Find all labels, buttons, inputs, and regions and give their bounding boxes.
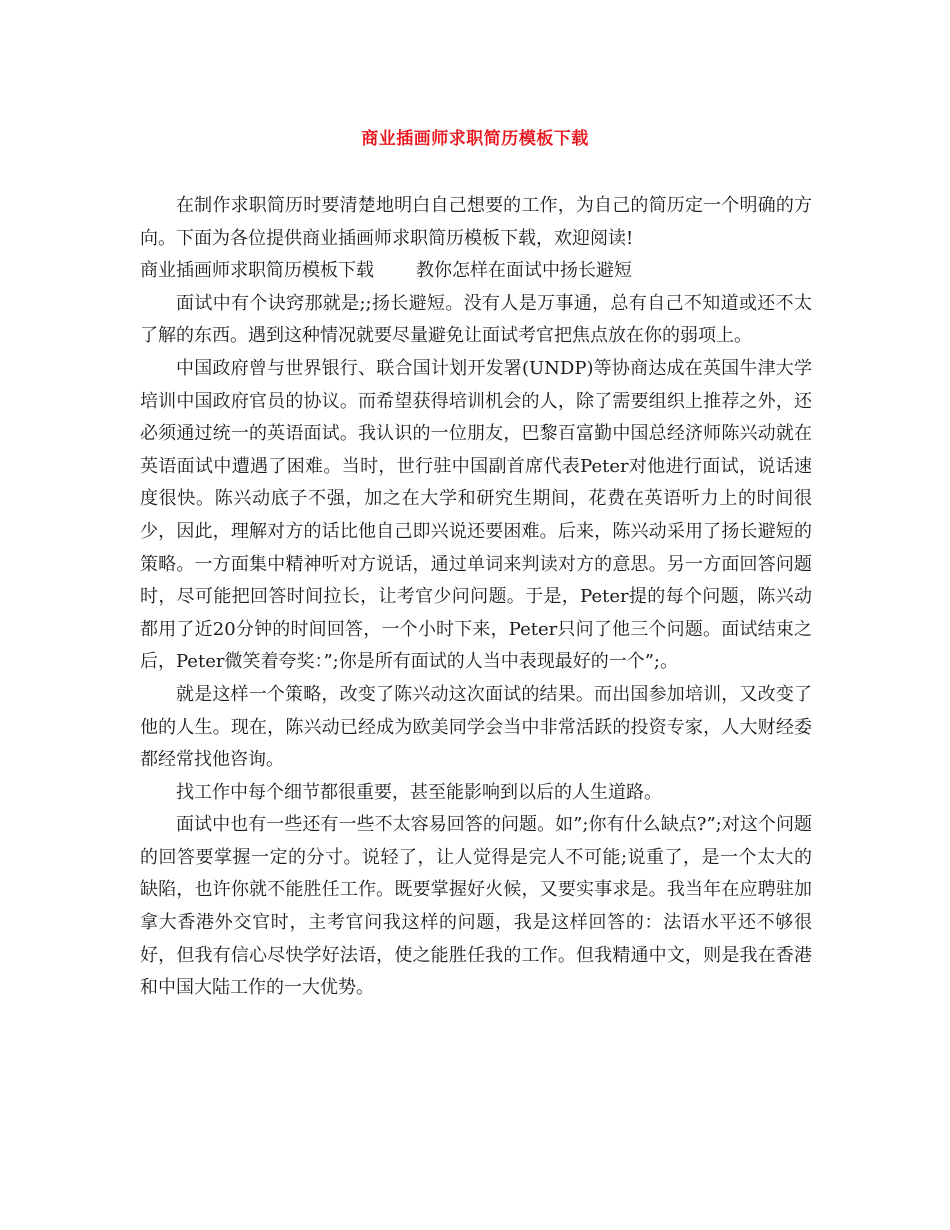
body-paragraph: 面试中也有一些还有一些不太容易回答的问题。如”;你有什么缺点?”;对这个问题的回答要掌握一定的分寸。说轻了，让人觉得是完人不可能;说重了，是一个太大的缺陷，也许你就不能胜任工作。既要掌握好火候，又要实事求是。我当年在应聘驻加拿大香港外交官时，主考官问我这样的问题，我是这样回答的：法语水平还不够很好，但我有信心尽快学好法语，使之能胜任我的工作。但我精通中文，则是我在香港和中国大陆工作的一大优势。 xyxy=(140,814,812,999)
section-subheading xyxy=(140,255,812,288)
body-paragraph: 面试中有个诀窍那就是;;扬长避短。没有人是万事通，总有自己不知道或还不太了解的东西。遇到这种情况就要尽量避免让面试考官把焦点放在你的弱项上。 xyxy=(140,292,812,347)
subheading-right: 教你怎样在面试中扬长避短 xyxy=(416,260,632,282)
document-title: 商业插画师求职简历模板下载 xyxy=(361,129,589,149)
body-paragraph: 就是这样一个策略，改变了陈兴动这次面试的结果。而出国参加培训，又改变了他的人生。现在，陈兴动已经成为欧美同学会当中非常活跃的投资专家，人大财经委都经常找他咨询。 xyxy=(140,683,812,771)
document-body xyxy=(140,190,812,1005)
subheading-left: 商业插画师求职简历模板下载 xyxy=(140,260,374,282)
body-paragraph: 找工作中每个细节都很重要，甚至能影响到以后的人生道路。 xyxy=(176,781,662,803)
body-paragraph: 中国政府曾与世界银行、联合国计划开发署(UNDP)等协商达成在英国牛津大学培训中国政府官员的协议。而希望获得培训机会的人，除了需要组织上推荐之外，还必须通过统一的英语面试。我认识的一位朋友，巴黎百富勤中国总经济师陈兴动就在英语面试中遭遇了困难。当时，世行驻中国副首席代表Peter对他进行面试，说话速度很快。陈兴动底子不强，加之在大学和研究生期间，花费在英语听力上的时间很少，因此，理解对方的话比他自己即兴说还要困难。后来，陈兴动采用了扬长避短的策略。一方面集中精神听对方说话，通过单词来判读对方的意思。另一方面回答问题时，尽可能把回答时间拉长，让考官少问问题。于是，Peter提的每个问题，陈兴动都用了近20分钟的时间回答，一个小时下来，Peter只问了他三个问题。面试结束之后，Peter微笑着夸奖：”;你是所有面试的人当中表现最好的一个”;。 xyxy=(140,357,812,673)
intro-paragraph: 在制作求职简历时要清楚地明白自己想要的工作，为自己的简历定一个明确的方向。下面为各位提供商业插画师求职简历模板下载，欢迎阅读! xyxy=(140,195,812,249)
